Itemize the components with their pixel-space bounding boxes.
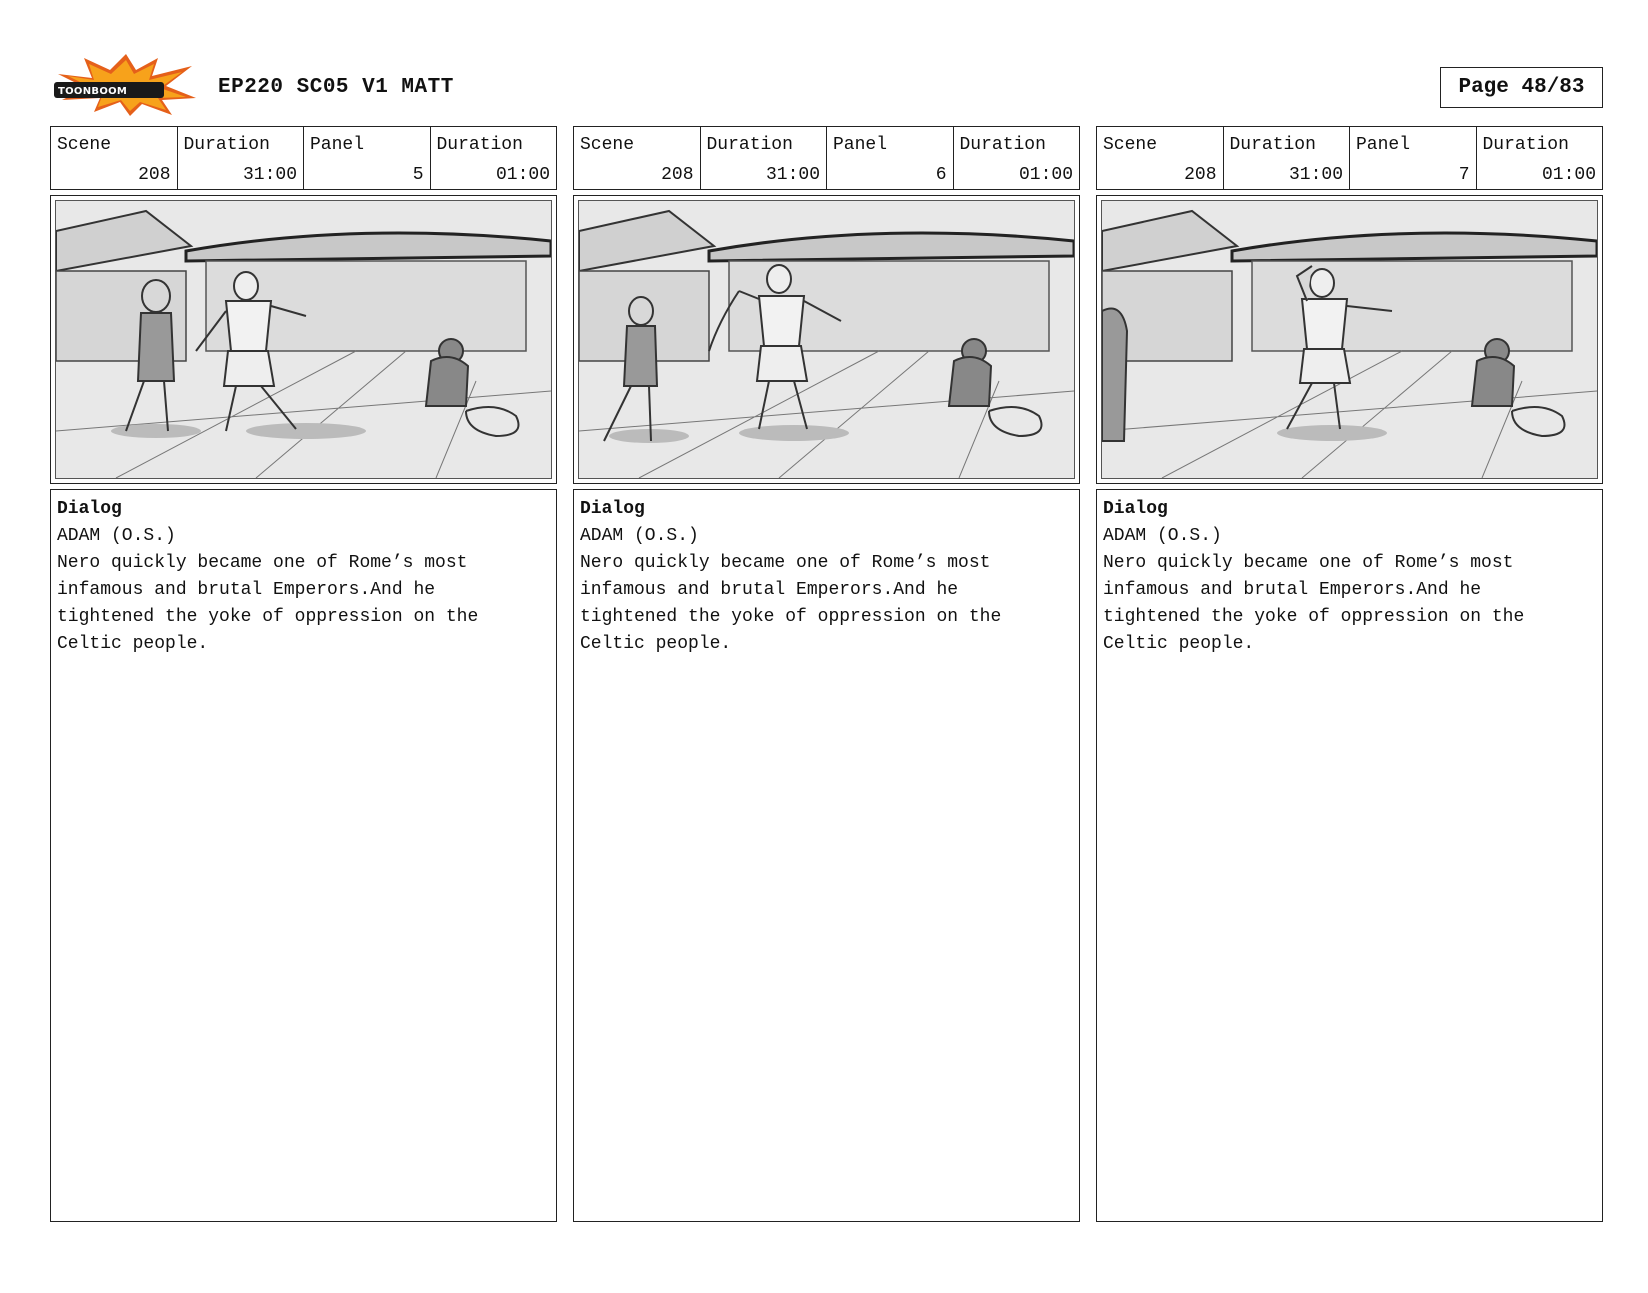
- panel-label: Panel: [833, 135, 888, 155]
- panel-duration-value: 01:00: [1541, 165, 1596, 185]
- scene-duration-cell: [701, 127, 828, 189]
- panel-info-table: [50, 126, 557, 190]
- panel-label: Panel: [310, 135, 365, 155]
- panel-label: Panel: [1356, 135, 1411, 155]
- scene-duration-label: Duration: [706, 135, 793, 155]
- panel-cell: [1350, 127, 1477, 189]
- panel-duration-label: Duration: [436, 135, 523, 155]
- panel-duration-label: Duration: [1482, 135, 1569, 155]
- scene-duration-cell: [178, 127, 305, 189]
- scene-duration-value: 31:00: [1288, 165, 1343, 185]
- scene-duration-value: 31:00: [765, 165, 820, 185]
- panel-info-table: [1096, 126, 1603, 190]
- panel-duration-cell: [431, 127, 557, 189]
- scene-cell: [1097, 127, 1224, 189]
- panel-duration-value: 01:00: [495, 165, 550, 185]
- dialog-speaker: ADAM (O.S.): [57, 526, 176, 546]
- page-indicator: [1440, 67, 1603, 108]
- panel-duration-cell: [1477, 127, 1603, 189]
- dialog-heading: Dialog: [57, 499, 122, 519]
- panel-cell: [304, 127, 431, 189]
- sketch-frame: [573, 195, 1080, 484]
- dialog-box: [573, 489, 1080, 1222]
- scene-cell: [574, 127, 701, 189]
- panel-cell: [827, 127, 954, 189]
- logo-wordmark: TOONBOOM: [58, 86, 128, 97]
- document-title: EP220 SC05 V1 MATT: [218, 76, 454, 99]
- dialog-text: Nero quickly became one of Rome’s most infamous and brutal Emperors.And he tightened the yoke of oppression on the Celtic people.: [57, 553, 479, 654]
- sketch-frame: [50, 195, 557, 484]
- scene-label: Scene: [580, 135, 635, 155]
- dialog-heading: Dialog: [580, 499, 645, 519]
- sketch-image: [578, 200, 1075, 479]
- sketch-frame: [1096, 195, 1603, 484]
- panel-number: 7: [1458, 165, 1470, 185]
- sketch-image: [1101, 200, 1598, 479]
- panel-duration-value: 01:00: [1018, 165, 1073, 185]
- panel-duration-cell: [954, 127, 1080, 189]
- sketch-image: [55, 200, 552, 479]
- panel-number: 5: [412, 165, 424, 185]
- dialog-speaker: ADAM (O.S.): [580, 526, 699, 546]
- dialog-text: Nero quickly became one of Rome’s most infamous and brutal Emperors.And he tightened the yoke of oppression on the Celtic people.: [1103, 553, 1525, 654]
- page-number: 48/83: [1521, 76, 1585, 99]
- toonboom-logo: [54, 52, 199, 117]
- scene-number: 208: [661, 165, 694, 185]
- scene-label: Scene: [1103, 135, 1158, 155]
- dialog-box: [50, 489, 557, 1222]
- dialog-box: [1096, 489, 1603, 1222]
- scene-label: Scene: [57, 135, 112, 155]
- dialog-speaker: ADAM (O.S.): [1103, 526, 1222, 546]
- panel-info-table: [573, 126, 1080, 190]
- scene-number: 208: [1184, 165, 1217, 185]
- dialog-heading: Dialog: [1103, 499, 1168, 519]
- scene-duration-cell: [1224, 127, 1351, 189]
- scene-duration-label: Duration: [1229, 135, 1316, 155]
- page-label: Page: [1458, 76, 1509, 99]
- panel-number: 6: [935, 165, 947, 185]
- dialog-text: Nero quickly became one of Rome’s most infamous and brutal Emperors.And he tightened the yoke of oppression on the Celtic people.: [580, 553, 1002, 654]
- scene-duration-value: 31:00: [242, 165, 297, 185]
- scene-cell: [51, 127, 178, 189]
- scene-number: 208: [138, 165, 171, 185]
- panel-duration-label: Duration: [959, 135, 1046, 155]
- scene-duration-label: Duration: [183, 135, 270, 155]
